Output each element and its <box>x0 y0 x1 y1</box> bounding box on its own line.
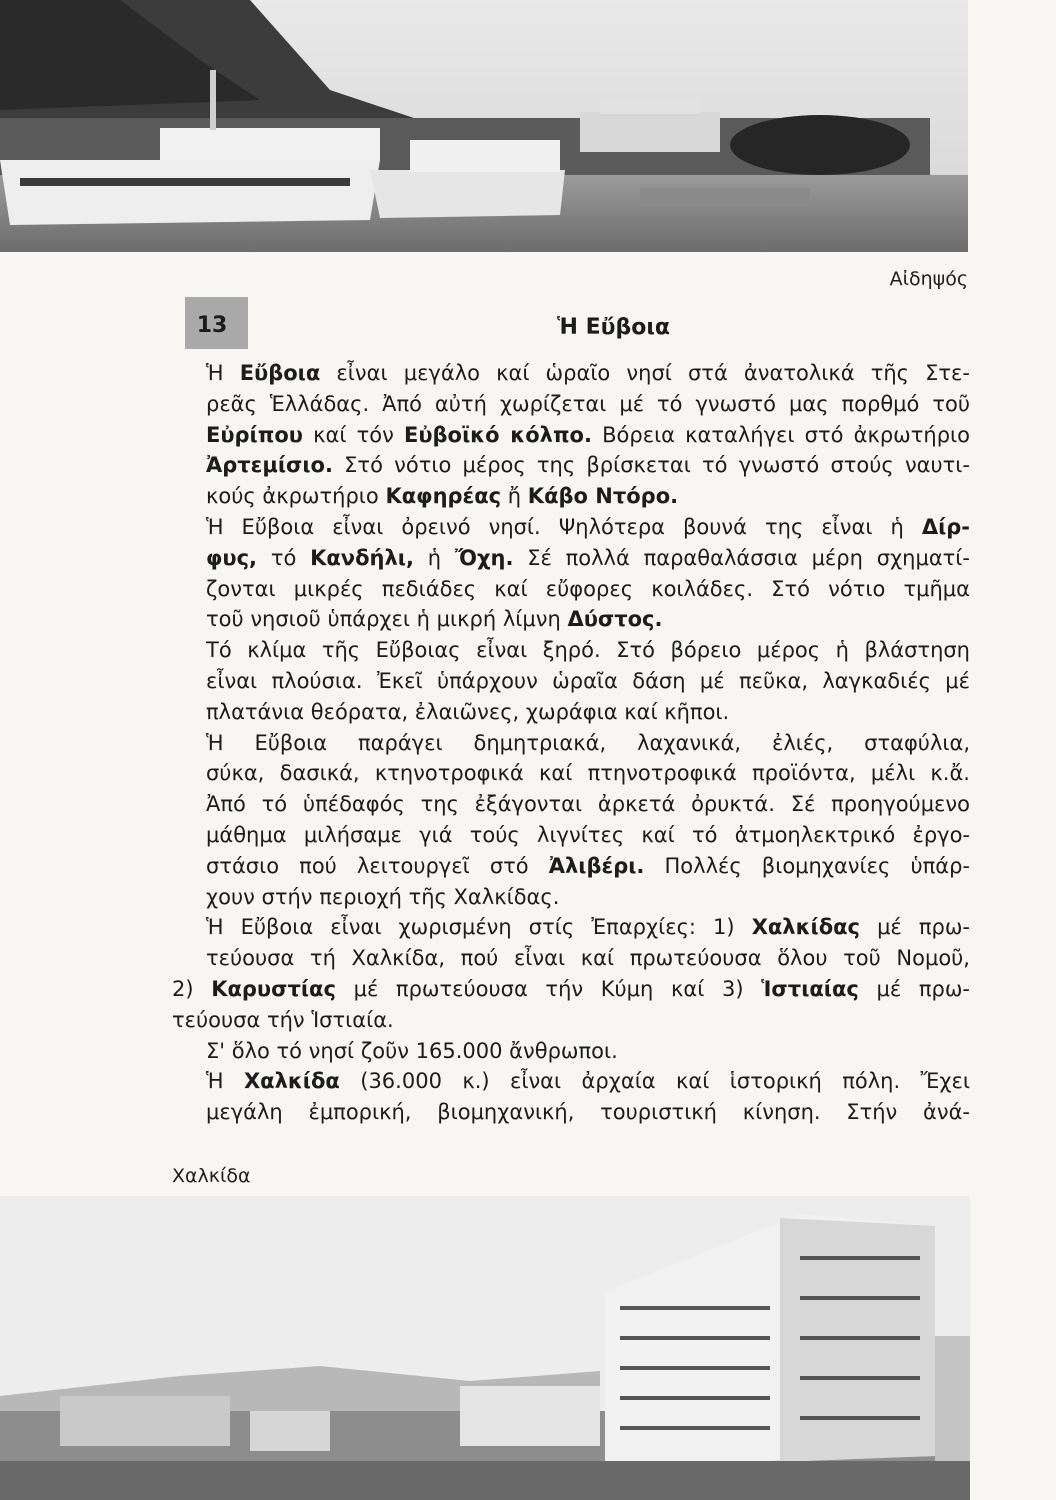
photo-chalkida-waterfront <box>0 1196 970 1500</box>
lesson-number: 13 <box>196 313 228 338</box>
paragraph-population: Σ' ὅλο τό νησί ζοῦν 165.000 ἄνθρωποι. <box>206 1038 618 1063</box>
lesson-body <box>172 358 970 1128</box>
paragraph-products: Ἡ Εὔβοια παράγει δημητριακά, λαχανικά, ἐλιές, σταφύλια, σύκα, δασικά, κτηνοτροφικά καί πτηνοτροφικά προϊόντα, μέλι κ.ἄ. Ἀπό τό ὑπέδαφός της ἐξάγονται ἀρκετά ὀρυκτά. Σέ προηγούμενο μάθημα μιλήσαμε γιά τούς λιγνίτες καί τό ἀτμοηλεκτρικό ἐργο- στάσιο πού λειτουργεῖ στό Ἀλιβέρι. Πολλές βιομηχανίες ὑπάρ- χουν στήν περιοχή τῆς Χαλκίδας. <box>206 730 970 909</box>
chalkida-illustration <box>0 1196 970 1500</box>
photo-aidipsos-harbour <box>0 0 968 252</box>
paragraph-provinces: Ἡ Εὔβοια εἶναι χωρισμένη στίς Ἐπαρχίες: 1) Χαλκίδας μέ πρω- τεύουσα τή Χαλκίδα, πού εἶναι καί πρωτεύουσα ὅλου τοῦ Νομοῦ, 2) Καρυστίας μέ πρωτεύουσα τήν Κύμη καί 3) Ἱστιαίας μέ πρω- τεύουσα τήν Ἱστιαία. <box>172 915 970 1032</box>
paragraph-intro: Ἡ Εὔβοια εἶναι μεγάλο καί ὡραῖο νησί στά ἀνατολικά τῆς Στε- ρεᾶς Ἑλλάδας. Ἀπό αὐτή χωρίζεται μέ τό γνωστό μας πορθμό τοῦ Εὐρίπου καί τόν Εὐβοϊκό κόλπο. Βόρεια καταλήγει στό ἀκρωτήριο Ἀρτεμίσιο. Στό νότιο μέρος της βρίσκεται τό γνωστό στούς ναυτι- κούς ἀκρωτήριο Καφηρέας ἤ Κάβο Ντόρο. <box>206 361 970 509</box>
lesson-title: Ἡ Εὔβοια <box>557 315 671 340</box>
paragraph-mountains: Ἡ Εὔβοια εἶναι ὀρεινό νησί. Ψηλότερα βουνά της εἶναι ἡ Δίρ- φυς, τό Κανδήλι, ἡ Ὄχη. Σέ πολλά παραθαλάσσια μέρη σχηματί- ζονται μικρές πεδιάδες καί εὔφορες κοιλάδες. Στό νότιο τμῆμα τοῦ νησιοῦ ὑπάρχει ἡ μικρή λίμνη Δύστος. <box>206 514 970 632</box>
harbour-illustration <box>0 0 968 252</box>
photo-caption-top: Αἰδηψός <box>889 268 968 290</box>
paragraph-chalkida: Ἡ Χαλκίδα (36.000 κ.) εἶναι ἀρχαία καί ἱστορική πόλη. Ἔχει μεγάλη ἐμπορική, βιομηχανική, τουριστική κίνηση. Στήν ἀνά- <box>206 1069 970 1125</box>
photo-caption-bottom: Χαλκίδα <box>172 1165 251 1187</box>
paragraph-climate: Τό κλίμα τῆς Εὔβοιας εἶναι ξηρό. Στό βόρειο μέρος ἡ βλάστηση εἶναι πλούσια. Ἐκεῖ ὑπάρχουν ὡραῖα δάση μέ πεῦκα, λαγκαδιές μέ πλατάνια θεόρατα, ἐλαιῶνες, χωράφια καί κῆποι. <box>206 638 970 724</box>
